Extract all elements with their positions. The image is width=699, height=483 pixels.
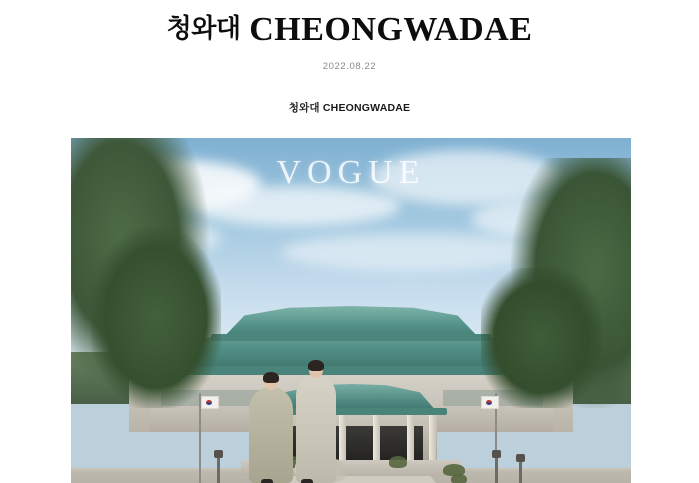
pine-tree-left-lower: [91, 228, 221, 408]
article-photo: [71, 138, 631, 483]
model-right: [285, 361, 347, 483]
pine-tree-right-lower: [481, 268, 601, 408]
lamp-post: [519, 460, 522, 483]
shrub: [389, 456, 407, 468]
model-right-garment: [296, 375, 336, 483]
model-right-hair: [308, 360, 324, 371]
shrub: [451, 474, 467, 483]
article-subtitle: [0, 100, 699, 115]
cloud: [191, 186, 401, 226]
korean-flag: [201, 396, 219, 409]
page-title-korean: 청와대: [166, 14, 241, 44]
article-subtitle-english: CHEONGWADAE: [322, 101, 411, 114]
page-title: [0, 0, 699, 50]
lamp-post: [495, 456, 498, 483]
photo-canvas: [71, 138, 631, 483]
cloud: [281, 233, 541, 271]
article-subtitle-korean: 청와대: [288, 101, 320, 114]
portico-column: [373, 414, 380, 464]
model-right-shoe: [301, 479, 313, 483]
page-title-english: CHEONGWADAE: [249, 11, 533, 48]
model-left-shoe: [261, 479, 273, 483]
vogue-watermark: VOGUE: [276, 154, 426, 191]
roof-upper-eave: [211, 334, 491, 341]
flag-right: [481, 396, 499, 409]
model-left-hair: [263, 372, 279, 383]
portico-column: [429, 414, 436, 464]
portico-column: [407, 414, 414, 464]
lamp-post: [217, 456, 220, 483]
publish-date: 2022.08.22: [322, 60, 377, 72]
